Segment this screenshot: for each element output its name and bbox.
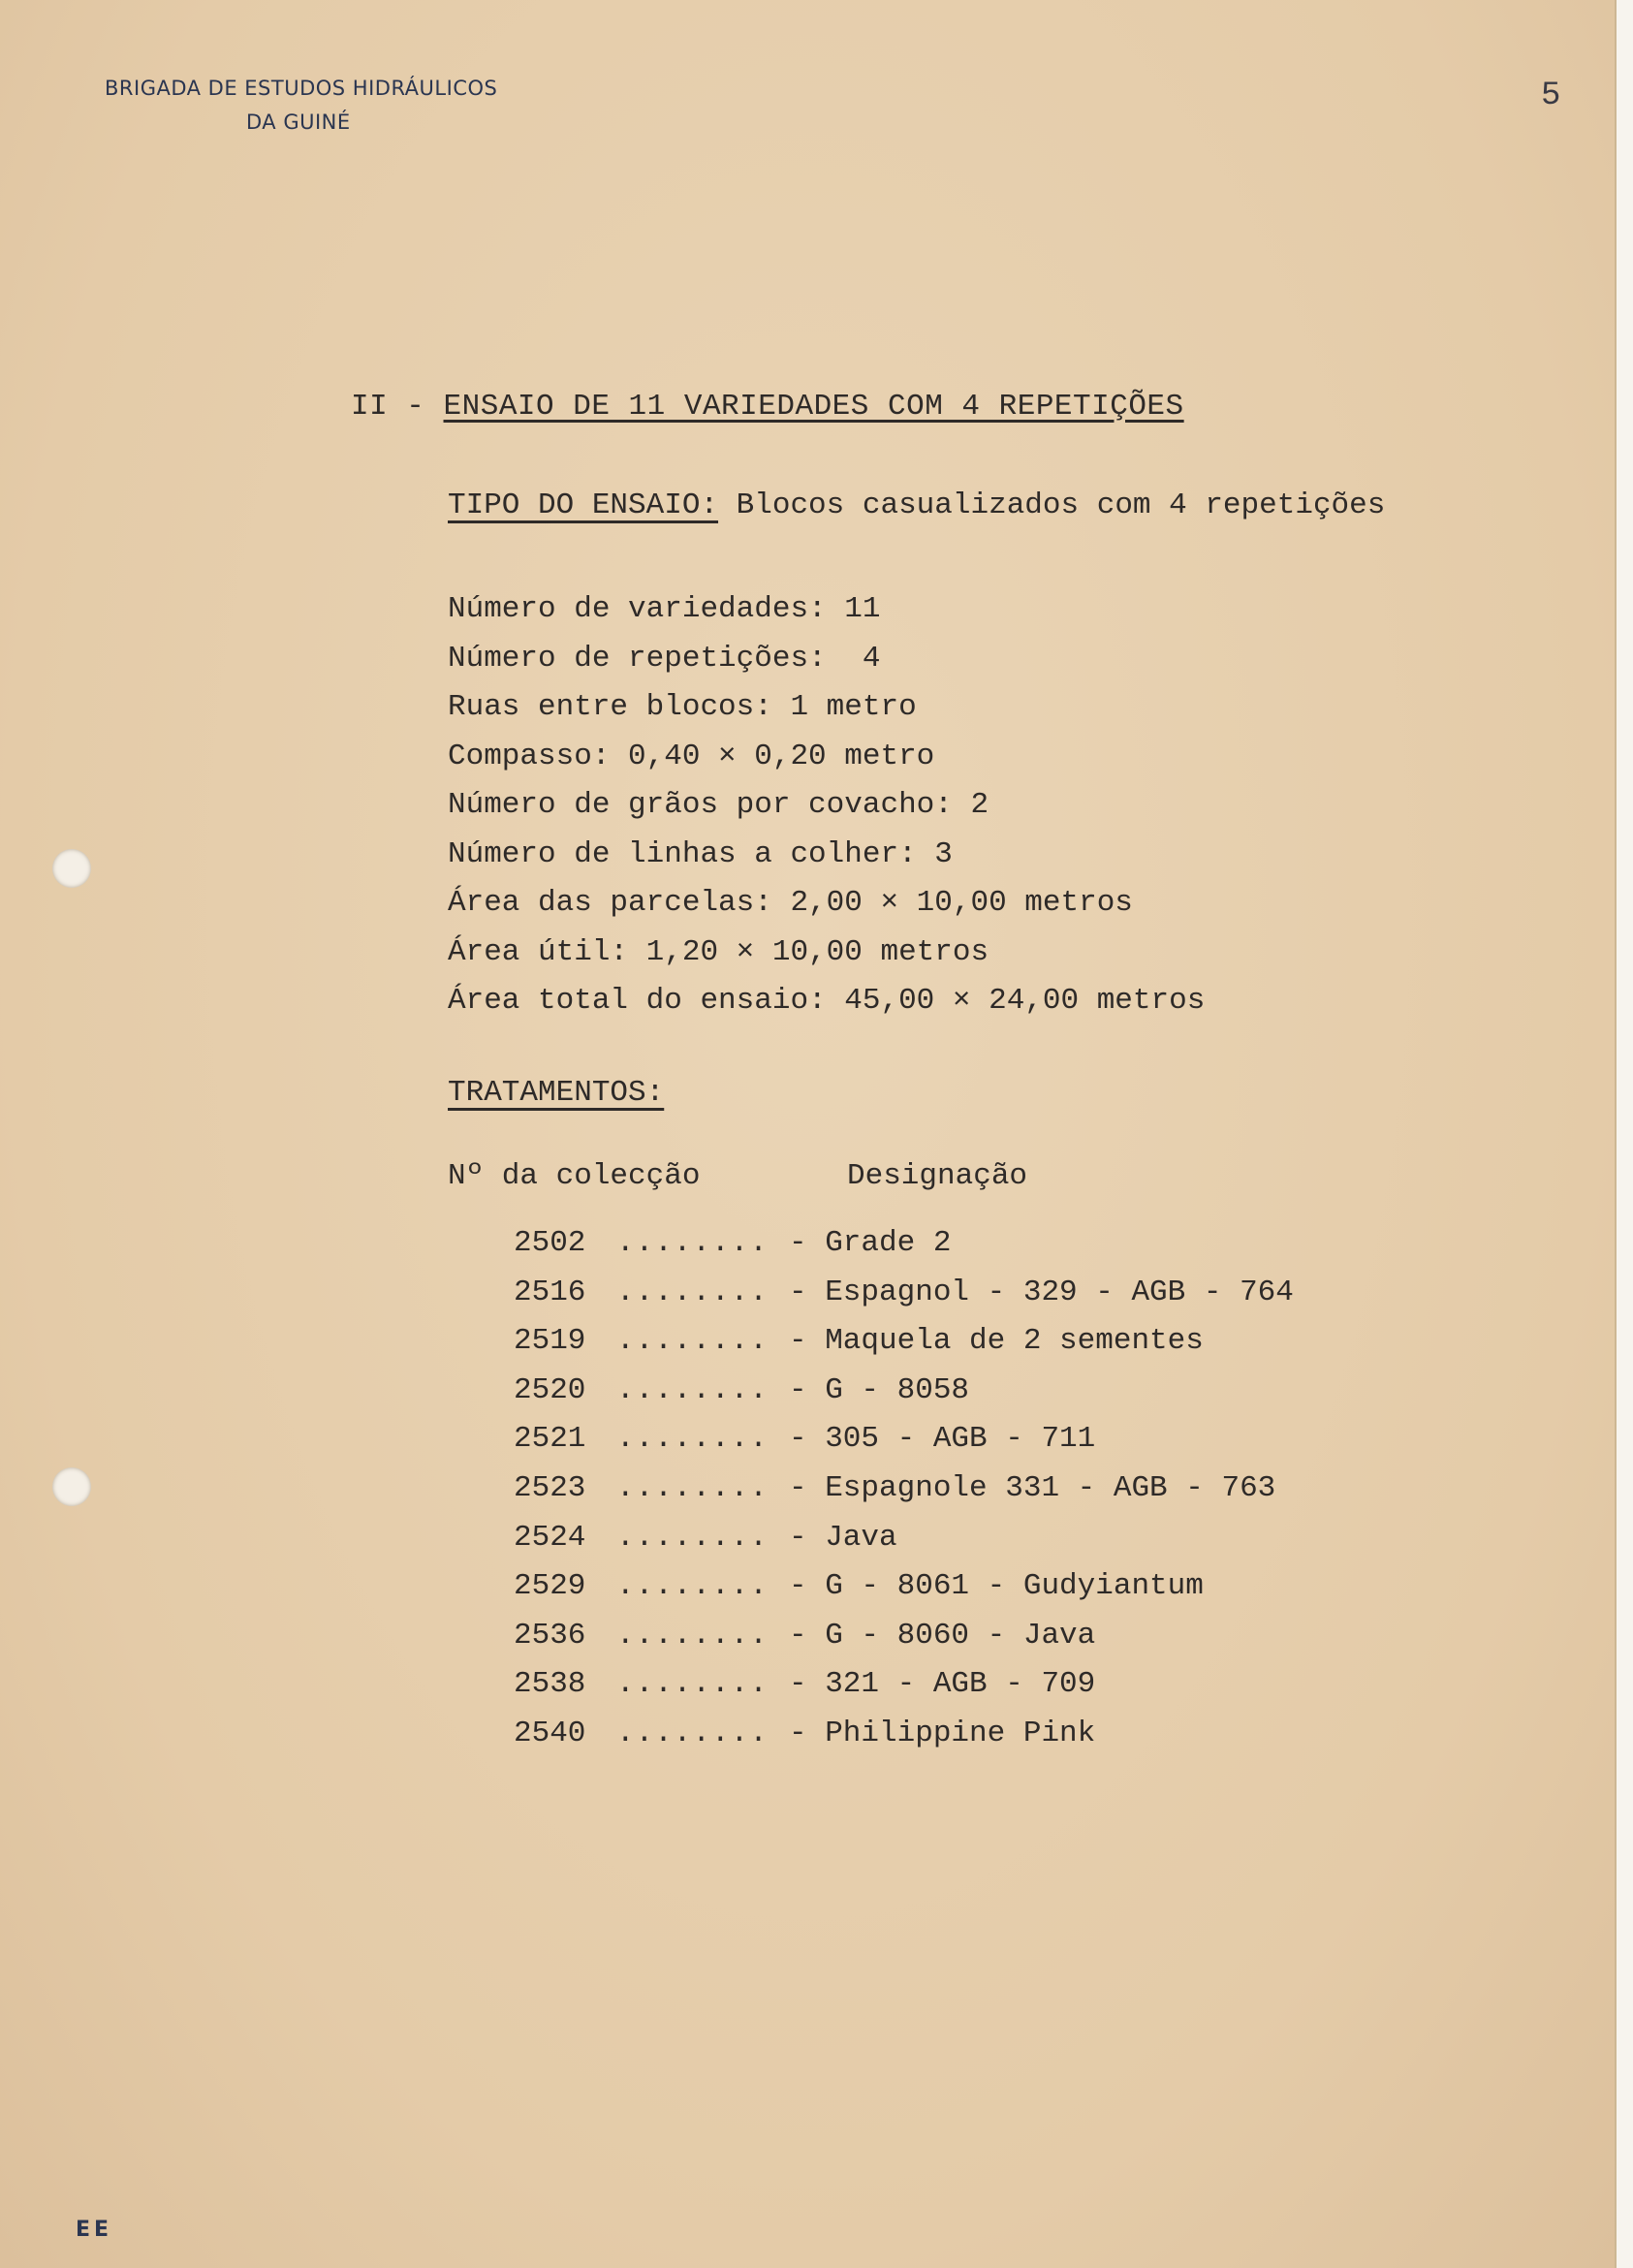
column-header-collection: Nº da colecção	[448, 1159, 701, 1193]
page-edge	[1615, 0, 1633, 2268]
treatment-row	[514, 1415, 1294, 1465]
param-line: Ruas entre blocos: 1 metro	[448, 690, 917, 724]
treatment-row	[514, 1514, 1294, 1563]
section-title: ENSAIO DE 11 VARIEDADES COM 4 REPETIÇÕES	[443, 390, 1184, 424]
designation: - G - 8058	[789, 1372, 970, 1407]
treatment-row	[514, 1367, 1294, 1416]
collection-number: 2538	[514, 1667, 586, 1702]
treatment-row	[514, 1612, 1294, 1661]
collection-number: 2521	[514, 1422, 586, 1457]
letterhead-line-1: BRIGADA DE ESTUDOS HIDRÁULICOS	[105, 77, 498, 100]
trial-type	[448, 488, 1385, 522]
leader-dots: ........	[616, 1618, 769, 1653]
leader-dots: ........	[616, 1667, 769, 1702]
letterhead-line-2: DA GUINÉ	[246, 110, 351, 134]
footer-mark: EE	[76, 2218, 113, 2242]
leader-dots: ........	[616, 1372, 769, 1407]
treatment-row	[514, 1465, 1294, 1514]
treatment-row	[514, 1317, 1294, 1367]
collection-number: 2520	[514, 1372, 586, 1407]
leader-dots: ........	[616, 1226, 769, 1260]
punch-hole-bottom	[52, 1467, 91, 1506]
trial-type-value: Blocos casualizados com 4 repetições	[718, 488, 1386, 522]
designation: - Grade 2	[789, 1226, 952, 1260]
collection-number: 2540	[514, 1716, 586, 1750]
param-line: Número de variedades: 11	[448, 592, 881, 626]
column-header-designation: Designação	[847, 1159, 1028, 1193]
collection-number: 2524	[514, 1520, 586, 1555]
param-line: Área total do ensaio: 45,00 × 24,00 metros	[448, 984, 1206, 1018]
param-line: Número de repetições: 4	[448, 641, 881, 676]
trial-parameters	[448, 585, 1205, 1026]
collection-number: 2502	[514, 1226, 586, 1260]
leader-dots: ........	[616, 1520, 769, 1555]
treatment-row	[514, 1269, 1294, 1318]
designation: - 321 - AGB - 709	[789, 1667, 1096, 1702]
trial-type-label: TIPO DO ENSAIO:	[448, 488, 719, 522]
designation: - Espagnole 331 - AGB - 763	[789, 1470, 1276, 1505]
leader-dots: ........	[616, 1716, 769, 1750]
collection-number: 2523	[514, 1470, 586, 1505]
page-number: 5	[1541, 78, 1561, 114]
designation: - G - 8060 - Java	[789, 1618, 1096, 1653]
param-line: Número de grãos por covacho: 2	[448, 788, 989, 822]
designation: - Espagnol - 329 - AGB - 764	[789, 1275, 1294, 1309]
punch-hole-top	[52, 849, 91, 888]
treatment-row	[514, 1710, 1294, 1759]
designation: - Maquela de 2 sementes	[789, 1324, 1204, 1359]
param-line: Compasso: 0,40 × 0,20 metro	[448, 739, 935, 773]
collection-number: 2516	[514, 1275, 586, 1309]
designation: - Philippine Pink	[789, 1716, 1096, 1750]
treatments-list	[514, 1219, 1294, 1759]
leader-dots: ........	[616, 1569, 769, 1604]
leader-dots: ........	[616, 1470, 769, 1505]
leader-dots: ........	[616, 1275, 769, 1309]
leader-dots: ........	[616, 1422, 769, 1457]
treatment-row	[514, 1219, 1294, 1269]
collection-number: 2519	[514, 1324, 586, 1359]
treatment-row	[514, 1562, 1294, 1612]
treatment-row	[514, 1660, 1294, 1710]
designation: - G - 8061 - Gudyiantum	[789, 1569, 1204, 1604]
letterhead	[105, 72, 497, 140]
param-line: Área útil: 1,20 × 10,00 metros	[448, 934, 989, 969]
collection-number: 2536	[514, 1618, 586, 1653]
param-line: Número de linhas a colher: 3	[448, 836, 953, 871]
section-heading	[351, 390, 1184, 424]
treatments-title: TRATAMENTOS:	[448, 1076, 665, 1110]
designation: - 305 - AGB - 711	[789, 1422, 1096, 1457]
designation: - Java	[789, 1520, 897, 1555]
leader-dots: ........	[616, 1324, 769, 1359]
collection-number: 2529	[514, 1569, 586, 1604]
section-prefix: II -	[351, 390, 444, 424]
param-line: Área das parcelas: 2,00 × 10,00 metros	[448, 886, 1133, 920]
